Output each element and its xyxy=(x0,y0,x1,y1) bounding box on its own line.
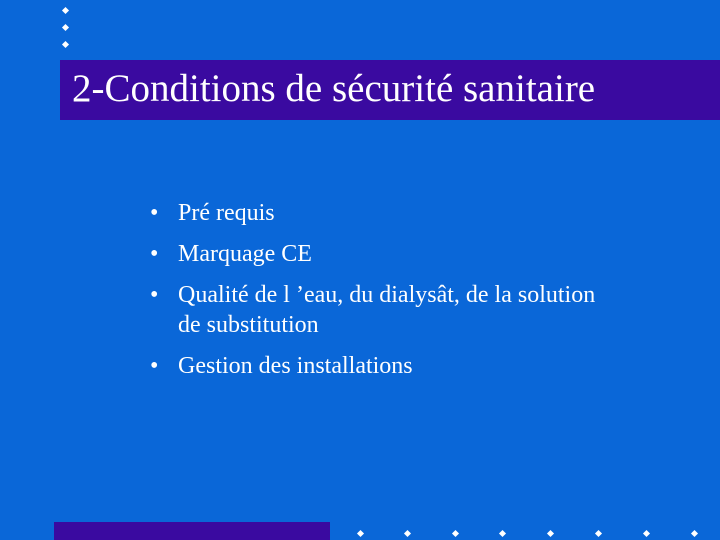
bullet-text: Pré requis xyxy=(178,200,275,226)
bullet-list xyxy=(150,198,670,392)
decorative-dot-icon xyxy=(404,530,411,537)
decorative-dot-icon xyxy=(643,530,650,537)
bullet-icon: • xyxy=(150,282,159,308)
slide-title: 2-Conditions de sécurité sanitaire xyxy=(72,67,596,110)
list-item xyxy=(150,239,670,269)
decorative-dot-icon xyxy=(547,530,554,537)
bullet-icon: • xyxy=(150,353,159,379)
decorative-dot-icon xyxy=(357,530,364,537)
list-item xyxy=(150,198,670,228)
list-item xyxy=(150,351,670,381)
decorative-dot-icon xyxy=(62,7,69,14)
bullet-icon: • xyxy=(150,200,159,226)
bullet-icon: • xyxy=(150,241,159,267)
bullet-text: Marquage CE xyxy=(178,241,312,267)
decorative-dot-icon xyxy=(691,530,698,537)
footer-bar xyxy=(54,522,330,540)
decorative-dot-icon xyxy=(452,530,459,537)
decorative-dot-icon xyxy=(62,41,69,48)
decorative-dot-icon xyxy=(62,24,69,31)
decorative-dot-icon xyxy=(595,530,602,537)
list-item xyxy=(150,280,598,340)
decorative-dot-icon xyxy=(499,530,506,537)
bullet-text: Qualité de l ’eau, du dialysât, de la solution de substitution xyxy=(178,282,596,338)
bullet-text: Gestion des installations xyxy=(178,353,413,379)
title-bar xyxy=(60,60,720,120)
